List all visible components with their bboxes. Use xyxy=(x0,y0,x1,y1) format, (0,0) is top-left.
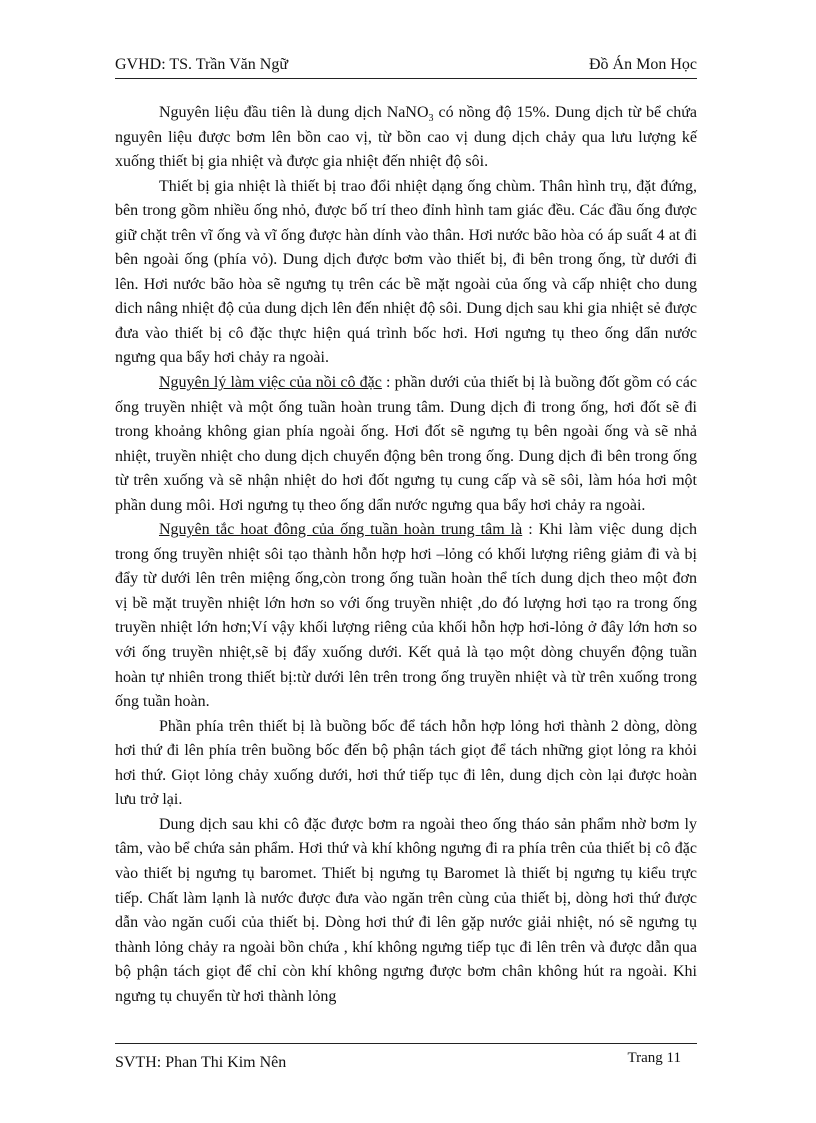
paragraph-circulation-principle xyxy=(115,518,697,714)
paragraph-evaporator-principle xyxy=(115,371,697,518)
section-title-evaporator-principle: Nguyên lý làm việc của nồi cô đặc xyxy=(159,374,382,392)
paragraph-text: : Khi làm việc dung dịch trong ống truyền nhiệt sôi tạo thành hỗn hợp hơi –lỏng có khối lượng riêng giảm đi và bị đẩy từ dưới lên trên miệng ống,còn trong ống tuần hoàn thể tích dung dịch theo một đơn vị bề mặt truyền nhiệt lớn hơn so với ống truyền nhiệt ,do đó lượng hơi tạo ra trong ống truyền nhiệt lớn hơn;Ví vậy khối lượng riêng của khối hỗn hợp hơi-lỏng ở đây lớn hơn so với ống truyền nhiệt,sẽ bị đẩy xuống dưới. Kết quả là tạo một dòng chuyển động tuần hoàn tự nhiên trong thiết bị:từ dưới lên trên trong ống truyền nhiệt và từ trên xuống trong ống tuần hoàn. xyxy=(115,521,697,711)
page-number: Trang 11 xyxy=(627,1050,681,1066)
paragraph-separation-chamber: Phần phía trên thiết bị là buồng bốc để tách hỗn hợp lỏng hơi thành 2 dòng, dòng hơi thứ đi lên phía trên buồng bốc đến bộ phận tách giọt để tách những giọt lỏng ra khỏi hơi thứ. Giọt lỏng chảy xuống dưới, hơi thứ tiếp tục đi lên, dung dịch còn lại được hoàn lưu trở lại. xyxy=(115,717,697,809)
paragraph-text: : phần dưới của thiết bị là buồng đốt gồm có các ống truyền nhiệt và một ống tuần hoàn trung tâm. Dung dịch đi trong ống, hơi đốt sẽ đi trong khoảng không gian phía ngoài ống. Hơi đốt sẽ ngưng tụ bên ngoài ống và sẽ nhả nhiệt, truyền nhiệt cho dung dịch chuyển động bên trong ống. Dung dịch đi bên trong ống từ trên xuống và sẽ nhận nhiệt do hơi đốt ngưng tụ cung cấp và sẽ sôi, làm hóa hơi một phần dung môi. Hơi ngưng tụ theo ống dẩn nước ngưng qua bẩy hơi chảy ra ngoài. xyxy=(115,374,697,514)
page-header xyxy=(115,52,697,79)
chemical-subscript: 3 xyxy=(428,113,434,125)
footer-student: SVTH: Phan Thi Kim Nên xyxy=(115,1054,287,1071)
page-footer xyxy=(115,1043,697,1074)
document-body xyxy=(115,101,697,1009)
section-title-circulation-principle: Nguyên tắc hoat đông của ống tuần hoàn trung tâm là xyxy=(159,521,523,539)
header-advisor: GVHD: TS. Trần Văn Ngữ xyxy=(115,56,288,73)
header-course-title: Đồ Án Mon Học xyxy=(589,56,697,73)
paragraph-input-material xyxy=(115,101,697,175)
paragraph-heater: Thiết bị gia nhiệt là thiết bị trao đổi nhiệt dạng ống chùm. Thân hình trụ, đặt đứng, bên trong gồm nhiều ống nhỏ, được bố trí theo đỉnh hình tam giác đều. Các đầu ống được giữ chặt trên vĩ ống và vĩ ống được hàn dính vào thân. Hơi nước bão hòa có áp suất 4 at đi bên ngoài ống (phía vỏ). Dung dịch được bơm vào thiết bị, đi bên trong ống, từ dưới đi lên. Hơi nước bão hòa sẽ ngưng tụ trên các bề mặt ngoài của ống và cấp nhiệt cho dung dich nâng nhiệt độ của dung dịch lên đến nhiệt độ sôi. Dung dịch sau khi gia nhiệt sẻ được đưa vào thiết bị cô đặc thực hiện quá trình bốc hơi. Hơi ngưng tụ theo ống dẩn nước ngưng qua bẩy hơi chảy ra ngoài. xyxy=(115,177,697,367)
paragraph-text: Nguyên liệu đầu tiên là dung dịch NaNO xyxy=(159,104,429,121)
paragraph-text: có nồng độ 15%. Dung dịch từ bể chứa nguyên liệu được bơm lên bồn cao vị, từ bồn cao vị dung dịch chảy qua lưu lượng kế xuống thiết bị gia nhiệt và được gia nhiệt đến nhiệt độ sôi. xyxy=(115,104,697,171)
paragraph-condenser: Dung dịch sau khi cô đặc được bơm ra ngoài theo ống tháo sản phẩm nhờ bơm ly tâm, vào bể chứa sản phẩm. Hơi thứ và khí không ngưng đi ra phía trên của thiết bị cô đặc vào thiết bị ngưng tụ baromet. Thiết bị ngưng tụ Baromet là thiết bị ngưng tụ kiểu trực tiếp. Chất làm lạnh là nước được đưa vào ngăn trên cùng của thiết bị, dòng hơi thứ được dẫn vào ngăn cuối của thiết bị. Dòng hơi thứ đi lên gặp nước giải nhiệt, nó sẽ ngưng tụ thành lỏng chảy ra ngoài bồn chứa , khí không ngưng tiếp tục đi lên trên và được dẫn qua bộ phận tách giọt để chỉ còn khí không ngưng được bơm chân không hút ra ngoài. Khi ngưng tụ chuyển từ hơi thành lỏng xyxy=(115,815,697,1005)
